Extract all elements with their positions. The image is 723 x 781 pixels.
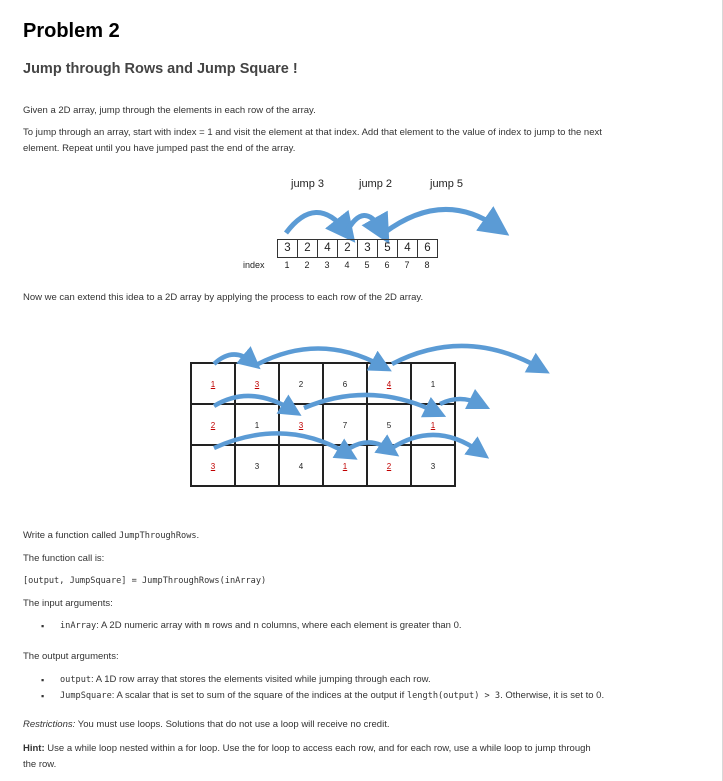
- jump-rule-line-1: To jump through an array, start with index = 1 and visit the element at that index. Add that element to the value of index to jump to the next: [23, 127, 602, 138]
- index-number: 6: [384, 260, 390, 270]
- input-arguments-heading: The input arguments:: [23, 598, 113, 609]
- jump-arrow: [214, 354, 252, 364]
- index-number: 8: [424, 260, 430, 270]
- grid-cell: 3: [412, 446, 456, 487]
- visited-grid-cell: 3: [236, 364, 280, 405]
- jump-arrow: [304, 395, 436, 412]
- jump-label: jump 5: [430, 178, 464, 190]
- problem-subtitle: Jump through Rows and Jump Square !: [23, 61, 298, 77]
- visited-grid-cell: 2: [192, 405, 236, 446]
- array-cell: 3: [358, 240, 378, 257]
- function-name: JumpThroughRows: [118, 531, 197, 541]
- visited-grid-cell: 4: [368, 364, 412, 405]
- arg-name: output: [60, 675, 92, 685]
- array-cell: 4: [398, 240, 418, 257]
- array-cell: 4: [318, 240, 338, 257]
- output-argument-item: [41, 672, 604, 688]
- grid-cell: 3: [236, 446, 280, 487]
- hint-label: Hint:: [23, 743, 45, 754]
- array-cell: 5: [378, 240, 398, 257]
- hint-line-1: [23, 741, 591, 757]
- write-function-prefix: Write a function called: [23, 530, 119, 541]
- output-arguments-list: [41, 672, 604, 704]
- arg-m: m: [204, 621, 210, 631]
- jump-arrows-2d: [190, 340, 560, 490]
- grid-cell: 4: [280, 446, 324, 487]
- arg-desc: rows and n columns, where each element is greater than 0.: [209, 620, 462, 631]
- index-number: 1: [284, 260, 290, 270]
- visited-grid-cell: 1: [412, 405, 456, 446]
- visited-grid-cell: 1: [192, 364, 236, 405]
- jump-arrow: [346, 215, 382, 233]
- hint-line-2: the row.: [23, 759, 57, 770]
- arg-code: length(output) > 3: [406, 691, 501, 701]
- intro-paragraph: Given a 2D array, jump through the elements in each row of the array.: [23, 105, 316, 116]
- visited-grid-cell: 2: [368, 446, 412, 487]
- grid-cell: 1: [236, 405, 280, 446]
- output-arguments-heading: The output arguments:: [23, 651, 119, 662]
- visited-grid-cell: 1: [324, 446, 368, 487]
- jump-1d-figure: [243, 175, 513, 275]
- index-number: 2: [304, 260, 310, 270]
- jump-label: jump 2: [359, 178, 393, 190]
- array-cell: 2: [298, 240, 318, 257]
- restrictions-text: You must use loops. Solutions that do not use a loop will receive no credit.: [75, 719, 390, 730]
- visited-grid-cell: 3: [192, 446, 236, 487]
- jump-arrow: [392, 346, 540, 368]
- page-title: Problem 2: [23, 20, 120, 42]
- jump-arrow: [286, 212, 346, 233]
- jump-arrow: [350, 442, 390, 450]
- array-cell: 6: [424, 242, 431, 254]
- arg-desc: . Otherwise, it is set to 0.: [500, 690, 605, 701]
- jump-arrow: [384, 209, 497, 233]
- index-number: 7: [404, 260, 410, 270]
- restrictions-label: Restrictions:: [23, 719, 76, 730]
- index-number: 3: [324, 260, 330, 270]
- function-call-heading: The function call is:: [23, 553, 105, 564]
- index-label: index: [243, 260, 265, 270]
- write-function-suffix: .: [196, 530, 200, 541]
- hint-text: Use a while loop nested within a for loop. Use the for loop to access each row, and for each row, use a while loop to jump through: [44, 743, 591, 754]
- arg-desc: : A 1D row array that stores the elements visited while jumping through each row.: [91, 674, 431, 685]
- arg-name: JumpSquare: [60, 691, 112, 701]
- write-function-line: [23, 528, 199, 544]
- jump-label: jump 3: [291, 178, 325, 190]
- index-number: 5: [364, 260, 370, 270]
- restrictions-line: [23, 717, 390, 733]
- grid-cell: 5: [368, 405, 412, 446]
- grid-cell: 7: [324, 405, 368, 446]
- jump-2d-figure: [190, 340, 560, 490]
- jump-rule-line-2: element. Repeat until you have jumped past the end of the array.: [23, 143, 296, 154]
- jump-arrow: [258, 348, 382, 366]
- input-arguments-list: [41, 618, 462, 634]
- function-call-code: [output, JumpSquare] = JumpThroughRows(inArray): [23, 576, 267, 586]
- array-cell: 2: [338, 240, 358, 257]
- grid-cell: 2: [280, 364, 324, 405]
- array-cell: 3: [278, 240, 298, 257]
- arg-desc: : A 2D numeric array with: [96, 620, 205, 631]
- output-argument-item: [41, 688, 604, 704]
- index-number: 4: [344, 260, 350, 270]
- array-1d: [277, 239, 438, 258]
- index-row: [277, 260, 437, 270]
- grid-cell: 1: [412, 364, 456, 405]
- jump-arrow: [392, 435, 480, 452]
- jump-arrow: [214, 396, 292, 410]
- grid-cell: 6: [324, 364, 368, 405]
- input-argument-item: [41, 618, 462, 634]
- arg-name: inArray: [60, 621, 97, 631]
- visited-grid-cell: 3: [280, 405, 324, 446]
- arg-desc: : A scalar that is set to sum of the square of the indices at the output if: [111, 690, 407, 701]
- jump-arrow: [214, 433, 348, 454]
- extend-2d-paragraph: Now we can extend this idea to a 2D array by applying the process to each row of the 2D array.: [23, 292, 424, 303]
- jump-arrow: [440, 399, 480, 404]
